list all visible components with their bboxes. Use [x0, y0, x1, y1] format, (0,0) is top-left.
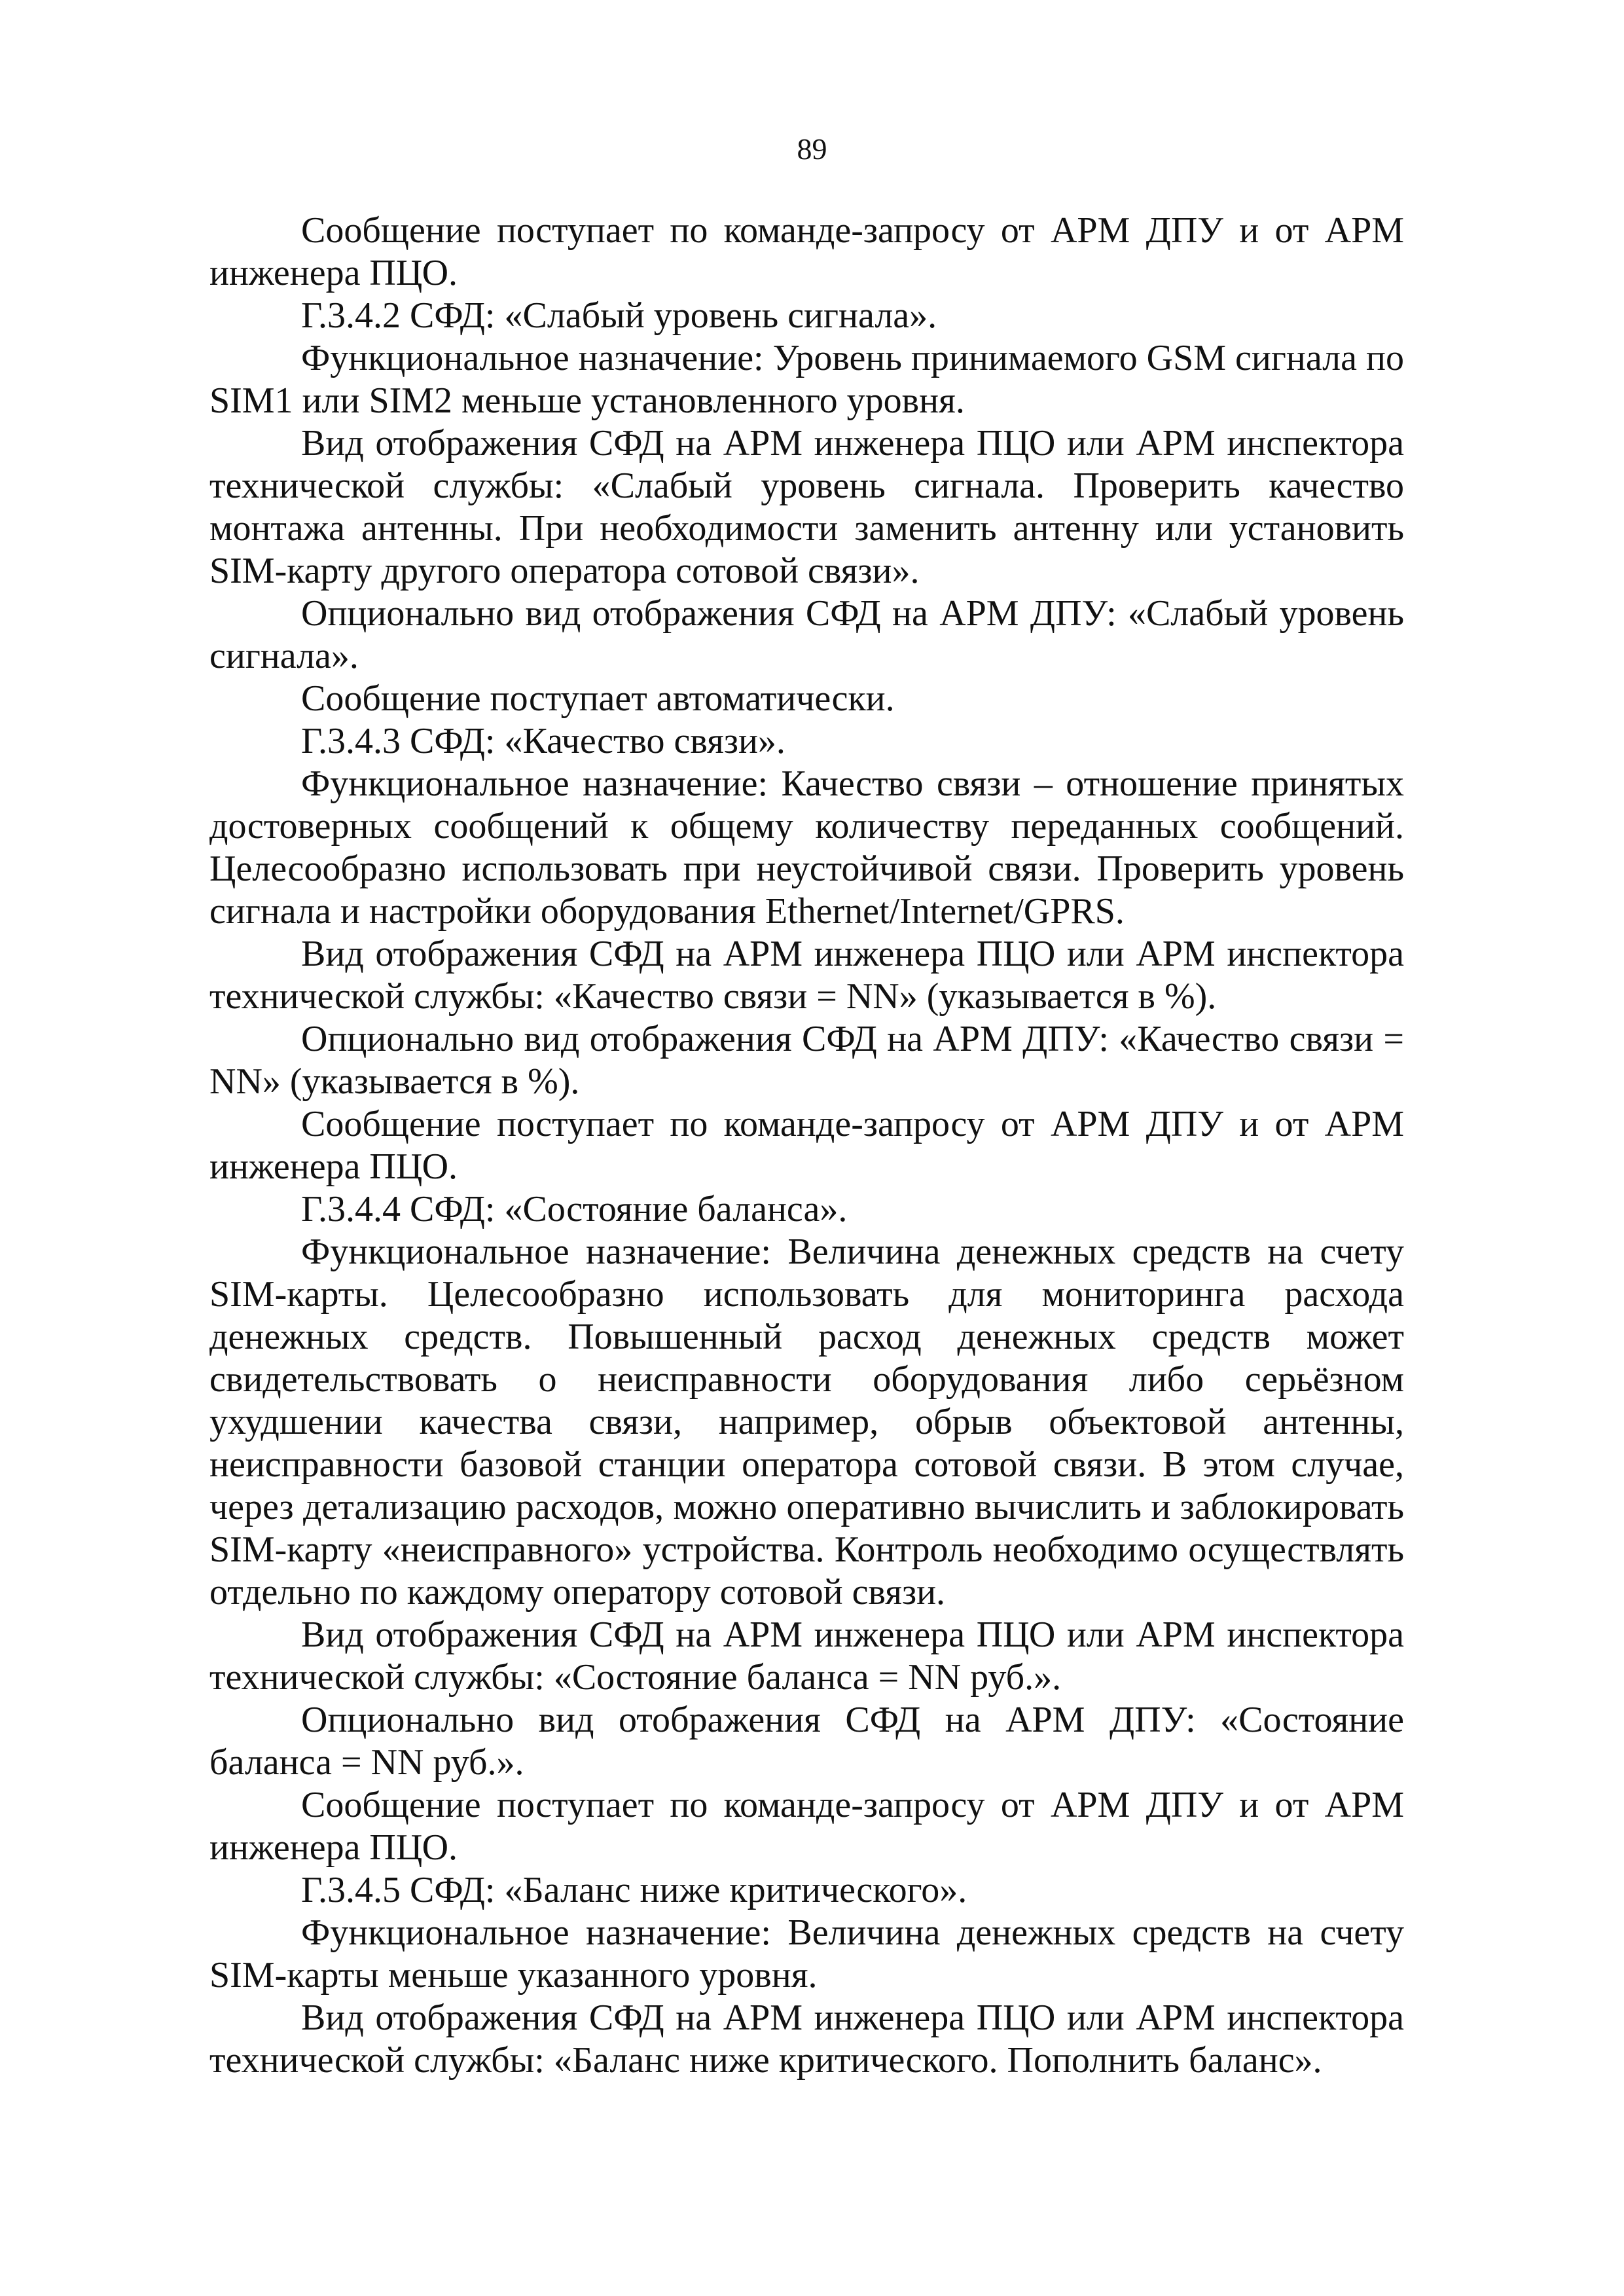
page-number: 89	[797, 132, 827, 166]
section-heading-low-balance: Г.3.4.5 СФД: «Баланс ниже критического».	[301, 1870, 967, 1910]
paragraph-weak-signal-purpose: Функциональное назначение: Уровень принимаемого GSM сигнала по SIM1 или SIM2 меньше установленного уровня.	[209, 338, 1404, 421]
document-body	[209, 210, 1404, 2082]
paragraph-weak-signal-optional: Опционально вид отображения СФД на АРМ ДПУ: «Слабый уровень сигнала».	[209, 593, 1404, 676]
section-heading-link-quality: Г.3.4.3 СФД: «Качество связи».	[301, 721, 785, 761]
section-heading-balance-state: Г.3.4.4 СФД: «Состояние баланса».	[301, 1189, 848, 1230]
paragraph-link-quality-optional: Опционально вид отображения СФД на АРМ ДПУ: «Качество связи = NN» (указывается в %).	[209, 1019, 1404, 1102]
paragraph-weak-signal-source: Сообщение поступает автоматически.	[301, 678, 895, 719]
paragraph-link-quality-source: Сообщение поступает по команде-запросу от АРМ ДПУ и от АРМ инженера ПЦО.	[209, 1104, 1404, 1187]
paragraph-link-quality-display: Вид отображения СФД на АРМ инженера ПЦО или АРМ инспектора технической службы: «Качество связи = NN» (указывается в %).	[209, 934, 1404, 1017]
paragraph-low-balance-purpose: Функциональное назначение: Величина денежных средств на счету SIM-карты меньше указанного уровня.	[209, 1912, 1404, 1995]
paragraph-balance-state-source: Сообщение поступает по команде-запросу от АРМ ДПУ и от АРМ инженера ПЦО.	[209, 1785, 1404, 1868]
paragraph-low-balance-display: Вид отображения СФД на АРМ инженера ПЦО или АРМ инспектора технической службы: «Баланс ниже критического. Пополнить баланс».	[209, 1997, 1404, 2081]
paragraph-weak-signal-display: Вид отображения СФД на АРМ инженера ПЦО или АРМ инспектора технической службы: «Слабый уровень сигнала. Проверить качество монтажа антенны. При необходимости заменить антенну или установить SIM-карту другого оператора сотовой связи».	[209, 423, 1404, 591]
paragraph-link-quality-purpose: Функциональное назначение: Качество связи – отношение принятых достоверных сообщений к общему количеству переданных сообщений. Целесообразно использовать при неустойчивой связи. Проверить уровень сигнала и настройки оборудования Ethernet/Internet/GPRS.	[209, 763, 1404, 932]
paragraph-balance-state-display: Вид отображения СФД на АРМ инженера ПЦО или АРМ инспектора технической службы: «Состояние баланса = NN руб.».	[209, 1614, 1404, 1698]
paragraph-message-source: Сообщение поступает по команде-запросу от АРМ ДПУ и от АРМ инженера ПЦО.	[209, 210, 1404, 293]
paragraph-balance-state-optional: Опционально вид отображения СФД на АРМ ДПУ: «Состояние баланса = NN руб.».	[209, 1700, 1404, 1783]
paragraph-balance-state-purpose: Функциональное назначение: Величина денежных средств на счету SIM-карты. Целесообразно использовать для мониторинга расхода денежных средств. Повышенный расход денежных средств может свидетельствовать о неисправности оборудования либо серьёзном ухудшении качества связи, например, обрыв объектовой антенны, неисправности базовой станции оператора сотовой связи. В этом случае, через детализацию расходов, можно оперативно вычислить и заблокировать SIM-карту «неисправного» устройства. Контроль необходимо осуществлять отдельно по каждому оператору сотовой связи.	[209, 1231, 1404, 1613]
section-heading-weak-signal: Г.3.4.2 СФД: «Слабый уровень сигнала».	[301, 295, 937, 336]
